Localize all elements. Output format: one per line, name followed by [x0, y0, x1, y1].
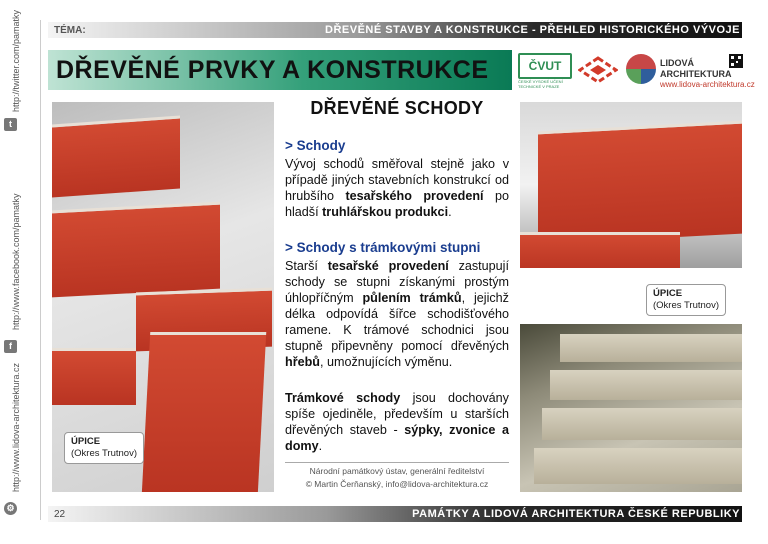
- lidova-architektura-logo-icon: [626, 54, 656, 84]
- caption-right-region: (Okres Trutnov): [653, 300, 719, 311]
- credit-line1: Národní památkový ústav, generální ředitelství: [309, 466, 485, 476]
- subheading-tramkove: > Schody s trámkovými stupni: [285, 240, 481, 255]
- credit-line2[interactable]: © Martin Čerňanský, info@lidova-architektura.cz: [305, 479, 489, 489]
- cvut-logo: [518, 53, 574, 87]
- la-line2: ARCHITEKTURA: [660, 69, 732, 79]
- page-number: 22: [54, 509, 66, 520]
- npu-logo: [578, 56, 618, 84]
- paragraph-schody: Vývoj schodů směřoval stejně jako v případě jiných stavebních konstrukcí od hrubšího tesařského provedení po hladší truhlářskou produkci.: [285, 157, 509, 219]
- cvut-logo-text: ČESKÉ VYSOKÉ UČENÍ TECHNICKÉ V PRAZE: [518, 79, 563, 89]
- paragraph-tramkove: Starší tesařské provedení zastupují schody se stupni získanými prostým úhlopříčným půlením trámků, jejichž délka odpovídá šířce schodišťového ramene. K trámové schodnici jsou stupně připevněny pomocí dřevěných hřebů, umožnujících výměnu.: [285, 259, 509, 369]
- facebook-link[interactable]: http://www.facebook.com/pamatky: [11, 193, 21, 330]
- caption-right: [646, 284, 726, 316]
- divider-line: [40, 20, 41, 520]
- subheading-schody: > Schody: [285, 138, 346, 153]
- caption-left: [64, 432, 144, 464]
- footer-text: PAMÁTKY A LIDOVÁ ARCHITEKTURA ČESKÉ REPUBLIKY: [412, 508, 740, 520]
- la-line1: LIDOVÁ: [660, 58, 695, 68]
- caption-left-place: ÚPICE: [71, 436, 101, 447]
- page-title: DŘEVĚNÉ PRVKY A KONSTRUKCE: [56, 56, 489, 84]
- web-link[interactable]: http://www.lidova-architektura.cz: [11, 362, 21, 492]
- caption-left-region: (Okres Trutnov): [71, 448, 137, 459]
- qr-code-icon: [729, 54, 743, 68]
- photo-stairs-right-top: [520, 102, 742, 268]
- lidova-architektura-logo-text: [660, 58, 732, 80]
- credit-block: [285, 462, 509, 491]
- photo-stairs-right-bottom: [520, 324, 742, 492]
- lidova-architektura-url[interactable]: www.lidova-architektura.cz: [660, 80, 755, 89]
- web-icon[interactable]: ⚙: [4, 502, 17, 515]
- cvut-logo-mark: ČVUT: [518, 53, 572, 79]
- tema-text: DŘEVĚNÉ STAVBY A KONSTRUKCE - PŘEHLED HISTORICKÉHO VÝVOJE: [325, 24, 740, 36]
- section-heading: DŘEVĚNÉ SCHODY: [310, 98, 484, 118]
- twitter-link[interactable]: http://twitter.com/pamatky: [11, 9, 21, 112]
- twitter-icon[interactable]: t: [4, 118, 17, 131]
- caption-right-place: ÚPICE: [653, 288, 683, 299]
- paragraph-dochovani: Trámkové schody jsou dochovány spíše ojediněle, především u starších dřevěných staveb - sýpky, zvonice a domy.: [285, 391, 509, 453]
- facebook-icon[interactable]: f: [4, 340, 17, 353]
- side-strip: [0, 0, 22, 544]
- tema-label: TÉMA:: [54, 25, 86, 36]
